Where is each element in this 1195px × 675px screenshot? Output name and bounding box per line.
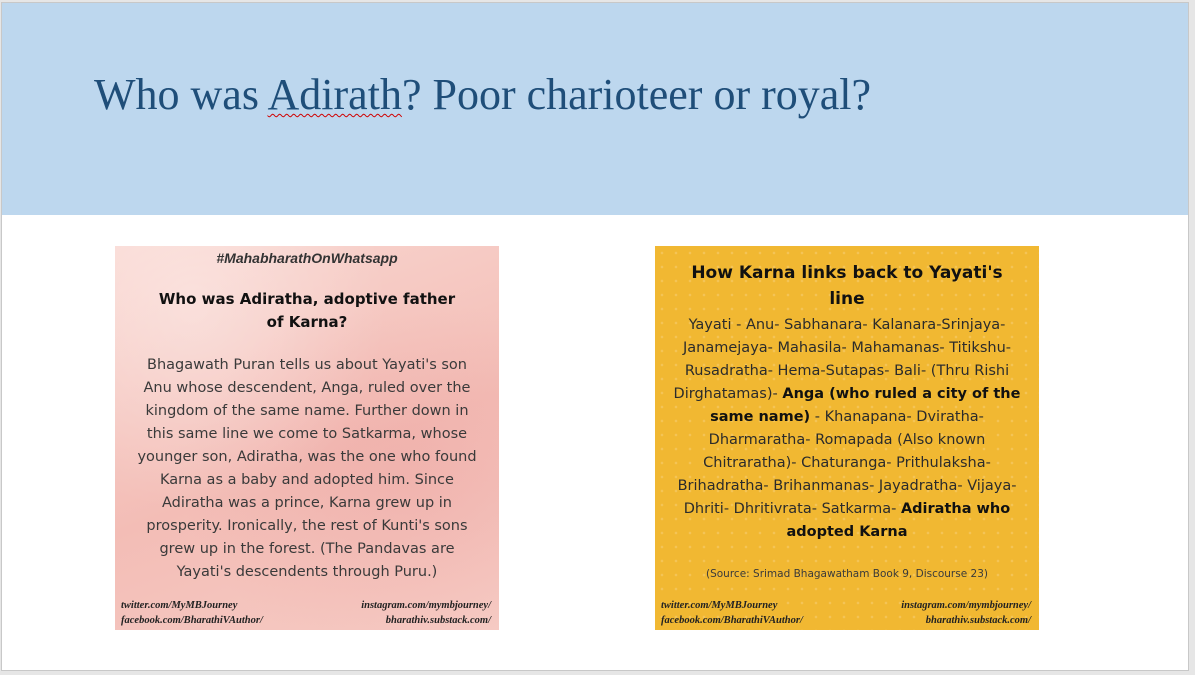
title-text-after: ? Poor charioteer or royal?: [401, 70, 872, 119]
twitter-link[interactable]: twitter.com/MyMBJourney: [661, 600, 778, 611]
slide-title[interactable]: [94, 69, 871, 120]
facebook-link[interactable]: facebook.com/BharathiVAuthor/: [661, 615, 803, 626]
slide-canvas: [1, 2, 1189, 671]
right-image-card[interactable]: [655, 246, 1039, 630]
facebook-link[interactable]: facebook.com/BharathiVAuthor/: [121, 615, 263, 626]
lineage-bold-anga: Anga (who ruled a city of the same name): [710, 386, 1021, 425]
card-body-text: Bhagawath Puran tells us about Yayati's son Anu whose descendent, Anga, ruled over the kingdom of the same name. Further down in this same line we come to Satkarma, whose younger son, Adiratha, was the one who found Karna as a baby and adopted him. Since Adiratha was a prince, Karna grew up in prosperity. Ironically, the rest of Kunti's sons grew up in the forest. (The Pandavas are Yayati's descendents through Puru.): [137, 357, 477, 580]
card-heading: Who was Adiratha, adoptive father of Karna?: [158, 290, 456, 331]
substack-link[interactable]: bharathiv.substack.com/: [385, 615, 491, 626]
card-hashtag: #MahabharathOnWhatsapp: [216, 250, 398, 266]
title-band: [2, 3, 1188, 215]
card-social-links: [661, 598, 1031, 628]
misspelled-word[interactable]: Adirath: [267, 70, 402, 119]
card-heading: How Karna links back to Yayati's line: [691, 263, 1003, 309]
substack-link[interactable]: bharathiv.substack.com/: [925, 615, 1031, 626]
twitter-link[interactable]: twitter.com/MyMBJourney: [121, 600, 238, 611]
instagram-link[interactable]: instagram.com/mymbjourney/: [361, 600, 491, 611]
left-image-card[interactable]: [115, 246, 499, 630]
lineage-bold-adiratha: Adiratha who adopted Karna: [786, 501, 1011, 540]
title-text-before: Who was: [94, 70, 268, 119]
lineage-text-part2: - Khanapana- Dviratha- Dharmaratha- Romapada (Also known Chitraratha)- Chaturanga- Prithulaksha- Brihadratha- Brihanmanas- Jayadratha- Vijaya- Dhriti- Dhritivrata- Satkarma-: [677, 409, 1017, 517]
lineage-text-part1: Yayati - Anu- Sabhanara- Kalanara-Srinjaya- Janamejaya- Mahasila- Mahamanas- Titikshu- Rusadratha- Hema-Sutapas- Bali- (Thru Rishi Dirghatamas)-: [673, 317, 1011, 402]
instagram-link[interactable]: instagram.com/mymbjourney/: [901, 600, 1031, 611]
card-social-links: [121, 598, 491, 628]
source-citation: (Source: Srimad Bhagawatham Book 9, Discourse 23): [706, 568, 988, 580]
card-body-text: [669, 314, 1025, 544]
